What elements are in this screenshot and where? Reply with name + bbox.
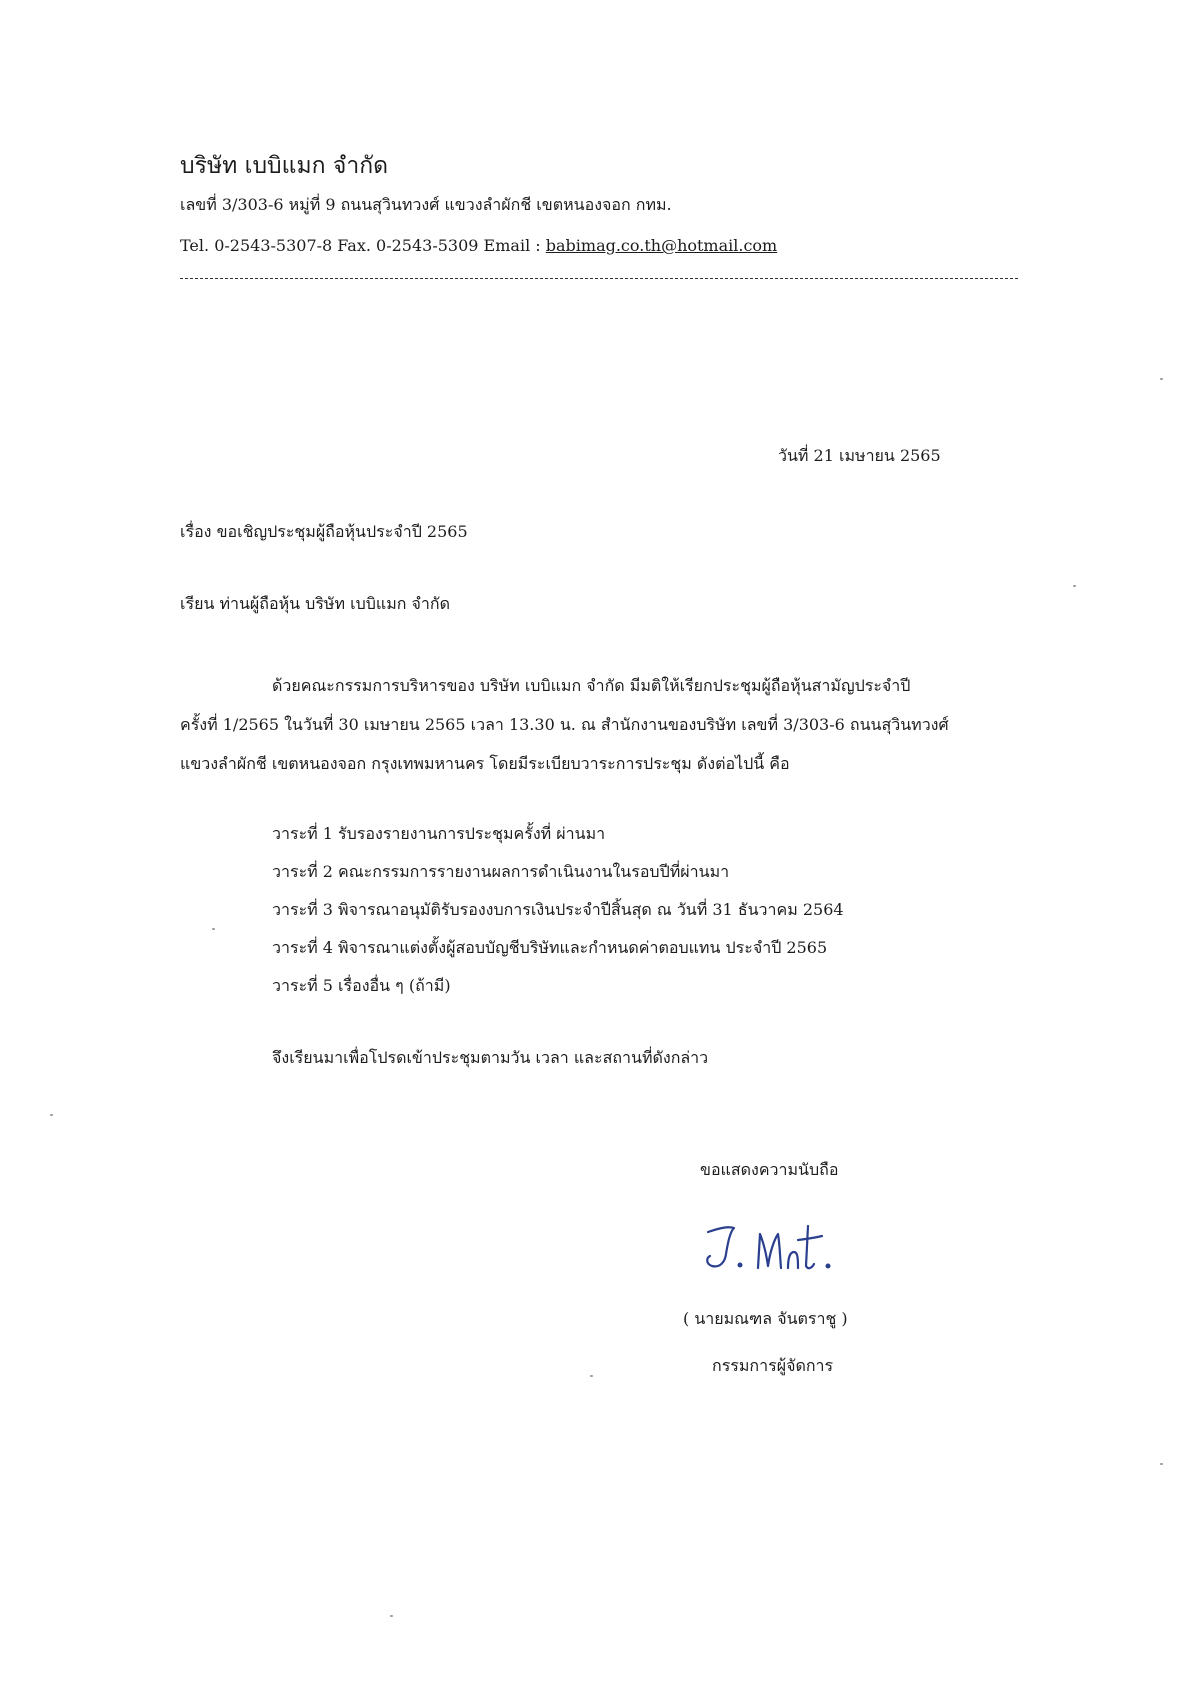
- company-name: บริษัท เบบิแมก จำกัด: [180, 153, 389, 179]
- scan-speck: [212, 928, 215, 930]
- agenda-item: วาระที่ 5 เรื่องอื่น ๆ (ถ้ามี): [272, 976, 451, 995]
- letter-recipient: เรียน ท่านผู้ถือหุ้น บริษัท เบบิแมก จำกัด: [180, 594, 450, 613]
- body-line: ครั้งที่ 1/2565 ในวันที่ 30 เมษายน 2565 เวลา 13.30 น. ณ สำนักงานของบริษัท เลขที่ 3/303-6 ถนนสุวินทวงศ์: [180, 715, 949, 734]
- company-contact: [180, 236, 777, 255]
- signer-title: กรรมการผู้จัดการ: [712, 1356, 834, 1375]
- company-address: เลขที่ 3/303-6 หมู่ที่ 9 ถนนสุวินทวงศ์ แขวงลำผักชี เขตหนองจอก กทม.: [180, 195, 672, 214]
- scan-speck: [1160, 1463, 1163, 1465]
- handwritten-signature: [700, 1218, 850, 1278]
- scan-speck: [390, 1615, 393, 1617]
- body-line: แขวงลำผักชี เขตหนองจอก กรุงเทพมหานคร โดยมีระเบียบวาระการประชุม ดังต่อไปนี้ คือ: [180, 754, 790, 773]
- letter-date: วันที่ 21 เมษายน 2565: [778, 446, 941, 465]
- contact-details: Tel. 0-2543-5307-8 Fax. 0-2543-5309 Email :: [180, 236, 546, 255]
- agenda-item: วาระที่ 1 รับรองรายงานการประชุมครั้งที่ ผ่านมา: [272, 824, 606, 843]
- agenda-list: [272, 815, 844, 1005]
- body-paragraph: [180, 666, 1000, 783]
- agenda-item: วาระที่ 3 พิจารณาอนุมัติรับรองงบการเงินประจำปีสิ้นสุด ณ วันที่ 31 ธันวาคม 2564: [272, 900, 844, 919]
- closing-line: จึงเรียนมาเพื่อโปรดเข้าประชุมตามวัน เวลา และสถานที่ดังกล่าว: [272, 1048, 709, 1067]
- agenda-item: วาระที่ 4 พิจารณาแต่งตั้งผู้สอบบัญชีบริษัทและกำหนดค่าตอบแทน ประจำปี 2565: [272, 938, 828, 957]
- letter-subject: เรื่อง ขอเชิญประชุมผู้ถือหุ้นประจำปี 2565: [180, 522, 468, 541]
- scan-speck: [50, 1114, 53, 1116]
- email-link[interactable]: babimag.co.th@hotmail.com: [545, 236, 778, 255]
- body-line: ด้วยคณะกรรมการบริหารของ บริษัท เบบิแมก จำกัด มีมติให้เรียกประชุมผู้ถือหุ้นสามัญประจำปี: [272, 676, 911, 695]
- letterhead-divider: [180, 278, 1018, 279]
- scan-speck: [1073, 585, 1076, 587]
- scan-speck: [1160, 378, 1163, 380]
- signer-name: ( นายมณฑล จันตราชู ): [683, 1309, 848, 1328]
- scan-speck: [590, 1375, 593, 1377]
- regards-line: ขอแสดงความนับถือ: [700, 1160, 839, 1179]
- agenda-item: วาระที่ 2 คณะกรรมการรายงานผลการดำเนินงานในรอบปีที่ผ่านมา: [272, 862, 730, 881]
